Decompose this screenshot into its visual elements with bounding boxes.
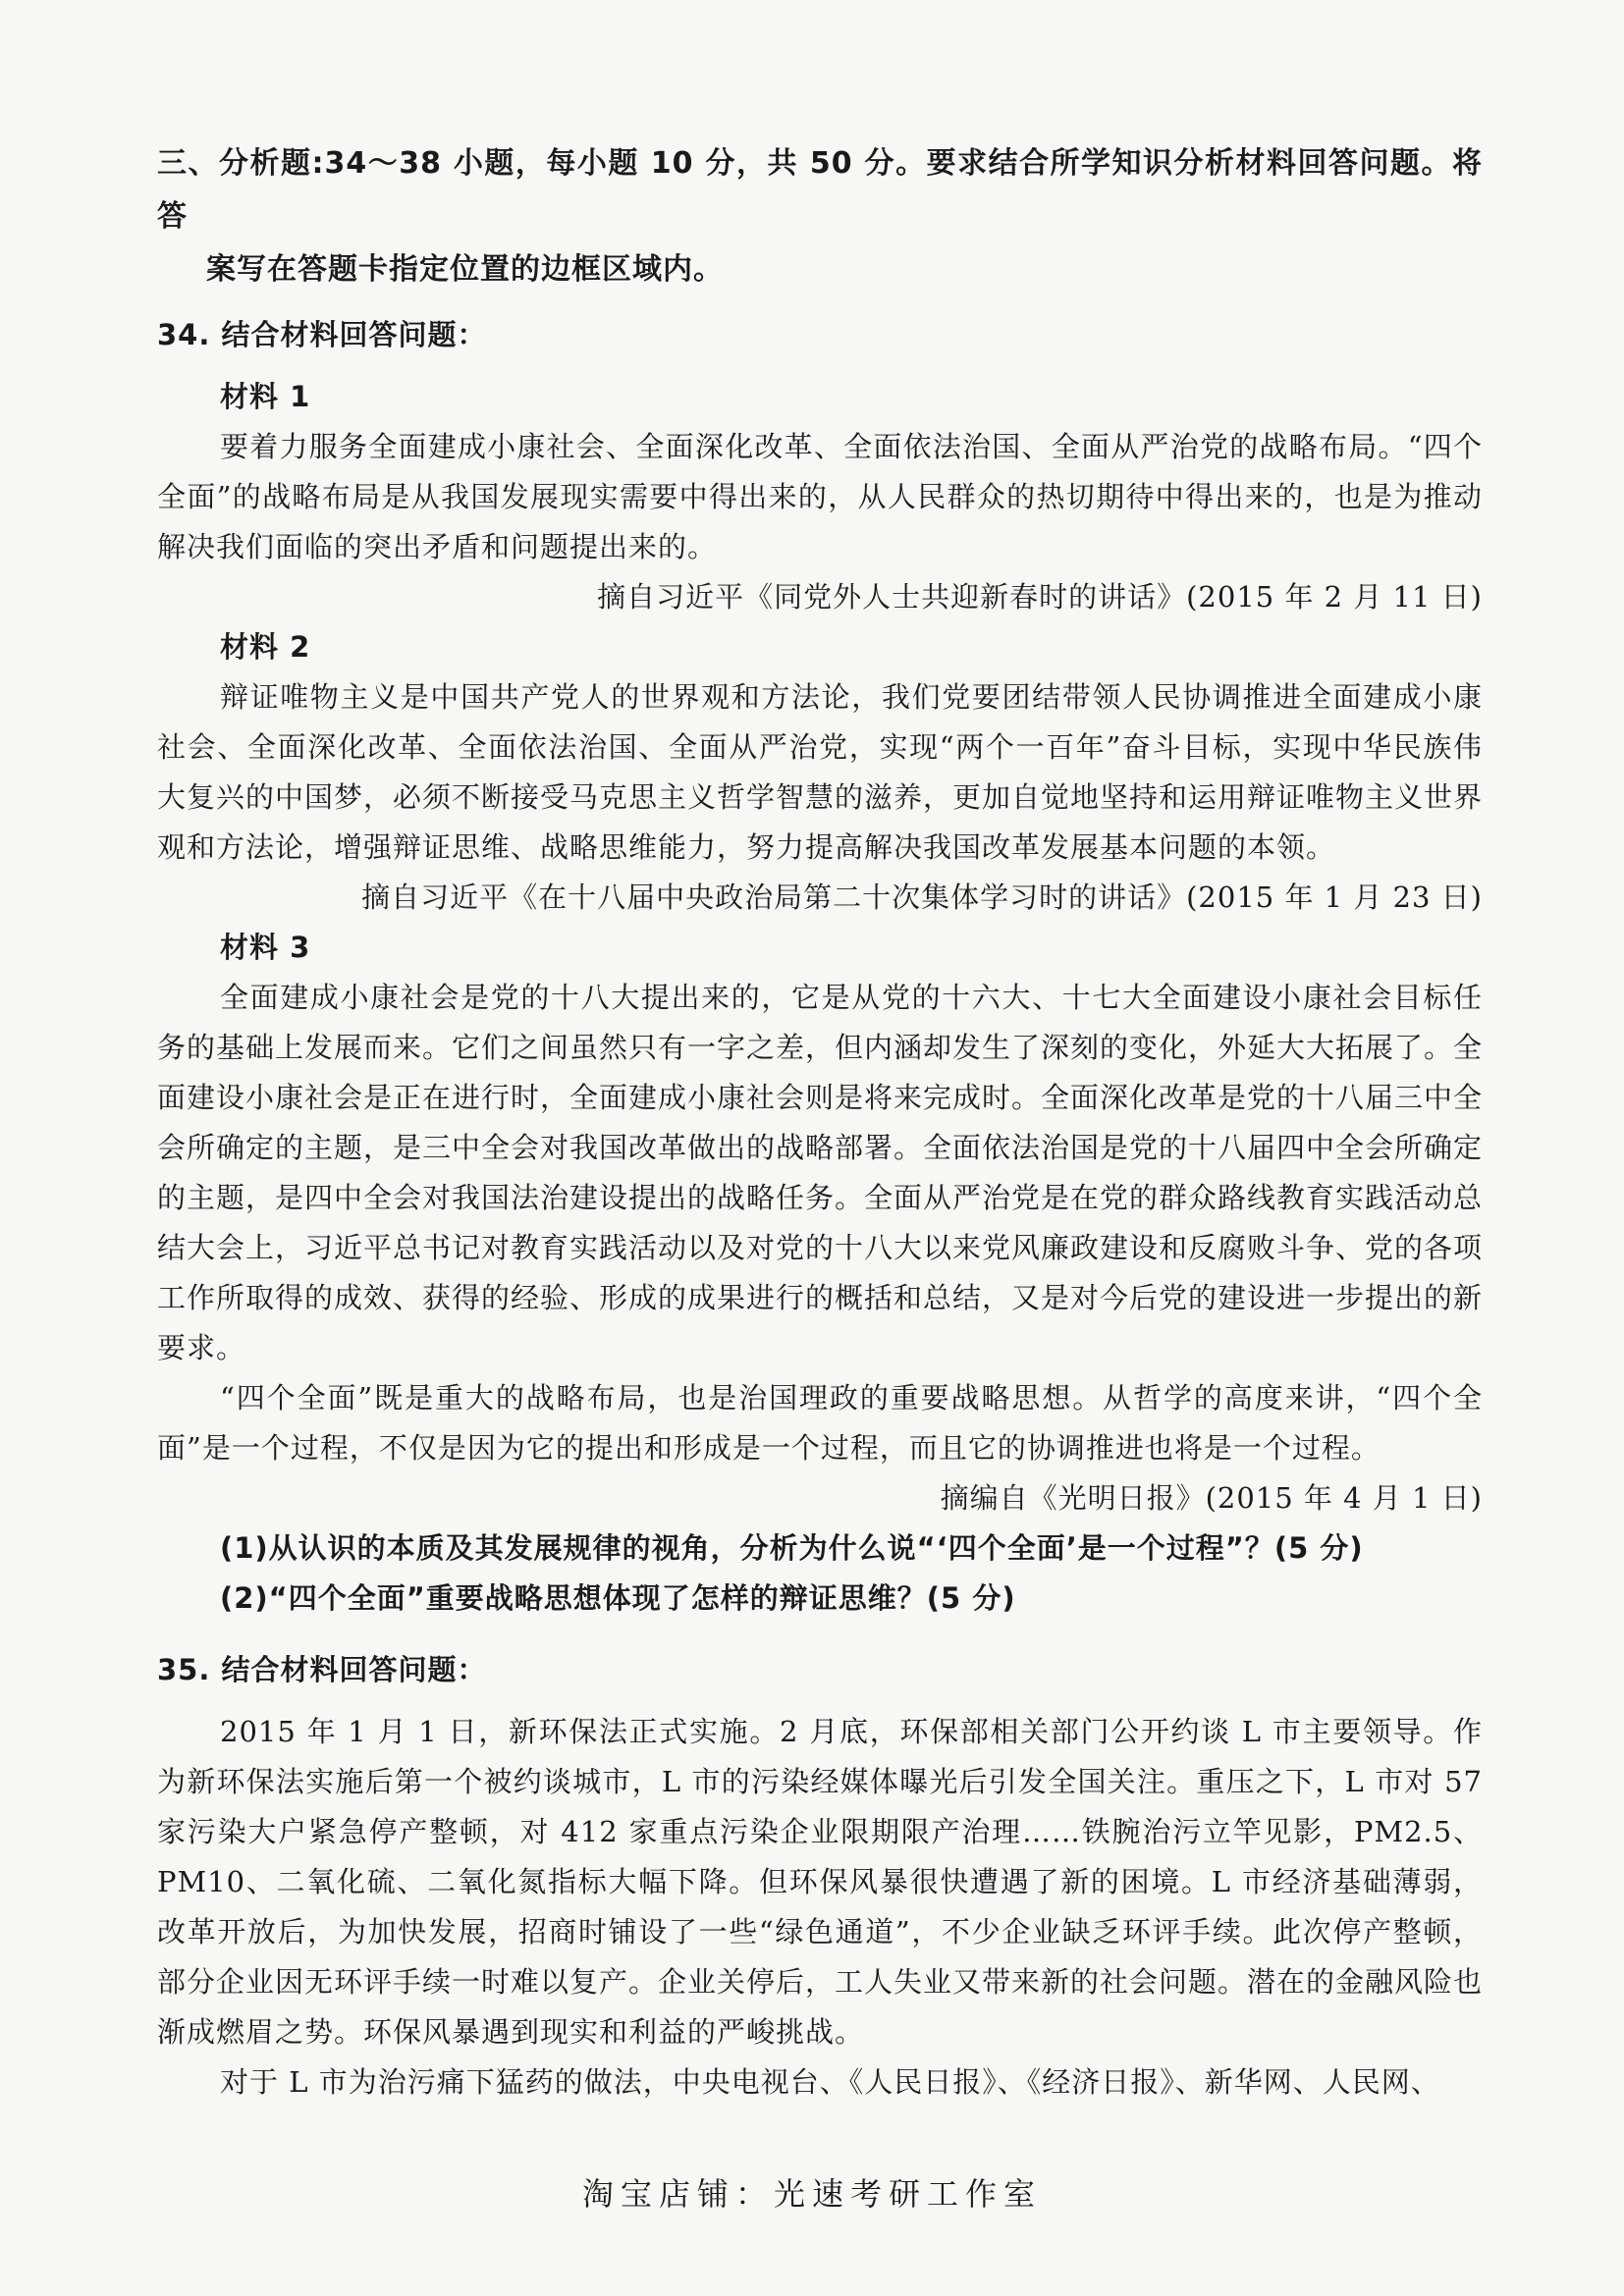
question-34-title: 34. 结合材料回答问题： [157,318,487,351]
question-35-text-2: 对于 L 市为治污痛下猛药的做法，中央电视台、《人民日报》、《经济日报》、新华网、人民网、 [220,2065,1440,2099]
material-3-source: 摘编自《光明日报》(2015 年 4 月 1 日) [940,1481,1483,1515]
material-3-text-2: “四个全面”既是重大的战略布局，也是治国理政的重要战略思想。从哲学的高度来讲，“四个全面”是一个过程，不仅是因为它的提出和形成是一个过程，而且它的协调推进也将是一个过程。 [157,1381,1483,1465]
material-3-label: 材料 3 [220,931,311,964]
material-2-label: 材料 2 [220,630,311,664]
material-1-text: 要着力服务全面建成小康社会、全面深化改革、全面依法治国、全面从严治党的战略布局。“四个全面”的战略布局是从我国发展现实需要中得出来的，从人民群众的热切期待中得出来的，也是为推动解决我们面临的突出矛盾和问题提出来的。 [157,430,1483,563]
section-heading [157,137,1483,296]
question-35-title: 35. 结合材料回答问题： [157,1653,487,1686]
material-1-source: 摘自习近平《同党外人士共迎新春时的讲话》(2015 年 2 月 11 日) [597,580,1483,614]
material-2-source: 摘自习近平《在十八届中央政治局第二十次集体学习时的讲话》(2015 年 1 月 23 日) [361,881,1483,914]
question-35-text-1: 2015 年 1 月 1 日，新环保法正式实施。2 月底，环保部相关部门公开约谈 L 市主要领导。作为新环保法实施后第一个被约谈城市，L 市的污染经媒体曝光后引发全国关注。重压之下，L 市对 57 家污染大户紧急停产整顿，对 412 家重点污染企业限期限产治理……铁腕治污立竿见影，PM2.5、PM10、二氧化硫、二氧化氮指标大幅下降。但环保风暴很快遭遇了新的困境。L 市经济基础薄弱，改革开放后，为加快发展，招商时铺设了一些“绿色通道”，不少企业缺乏环评手续。此次停产整顿，部分企业因无环评手续一时难以复产。企业关停后，工人失业又带来新的社会问题。潜在的金融风险也渐成燃眉之势。环保风暴遇到现实和利益的严峻挑战。 [157,1715,1484,2049]
question-34-sub-2: (2)“四个全面”重要战略思想体现了怎样的辩证思维？(5 分) [220,1581,1016,1615]
exam-page [157,137,1483,2108]
material-3-text-1: 全面建成小康社会是党的十八大提出来的，它是从党的十六大、十七大全面建设小康社会目标任务的基础上发展而来。它们之间虽然只有一字之差，但内涵却发生了深刻的变化，外延大大拓展了。全面建设小康社会是正在进行时，全面建成小康社会则是将来完成时。全面深化改革是党的十八届三中全会所确定的主题，是三中全会对我国改革做出的战略部署。全面依法治国是党的十八届四中全会所确定的主题，是四中全会对我国法治建设提出的战略任务。全面从严治党是在党的群众路线教育实践活动总结大会上，习近平总书记对教育实践活动以及对党的十八大以来党风廉政建设和反腐败斗争、党的各项工作所取得的成效、获得的经验、形成的成果进行的概括和总结，又是对今后党的建设进一步提出的新要求。 [157,981,1484,1364]
material-1-label: 材料 1 [220,380,311,413]
material-2-text: 辩证唯物主义是中国共产党人的世界观和方法论，我们党要团结带领人民协调推进全面建成小康社会、全面深化改革、全面依法治国、全面从严治党，实现“两个一百年”奋斗目标，实现中华民族伟大复兴的中国梦，必须不断接受马克思主义哲学智慧的滋养，更加自觉地坚持和运用辩证唯物主义世界观和方法论，增强辩证思维、战略思维能力，努力提高解决我国改革发展基本问题的本领。 [157,680,1484,864]
question-34-sub-1: (1)从认识的本质及其发展规律的视角，分析为什么说“‘四个全面’是一个过程”？(5 分) [220,1531,1364,1565]
section-heading-line2: 案写在答题卡指定位置的边框区域内。 [206,252,724,287]
section-heading-line1: 三、分析题:34～38 小题，每小题 10 分，共 50 分。要求结合所学知识分析材料回答问题。将答 [157,146,1483,234]
footer-shop-note: 淘宝店铺：光速考研工作室 [581,2175,1042,2213]
